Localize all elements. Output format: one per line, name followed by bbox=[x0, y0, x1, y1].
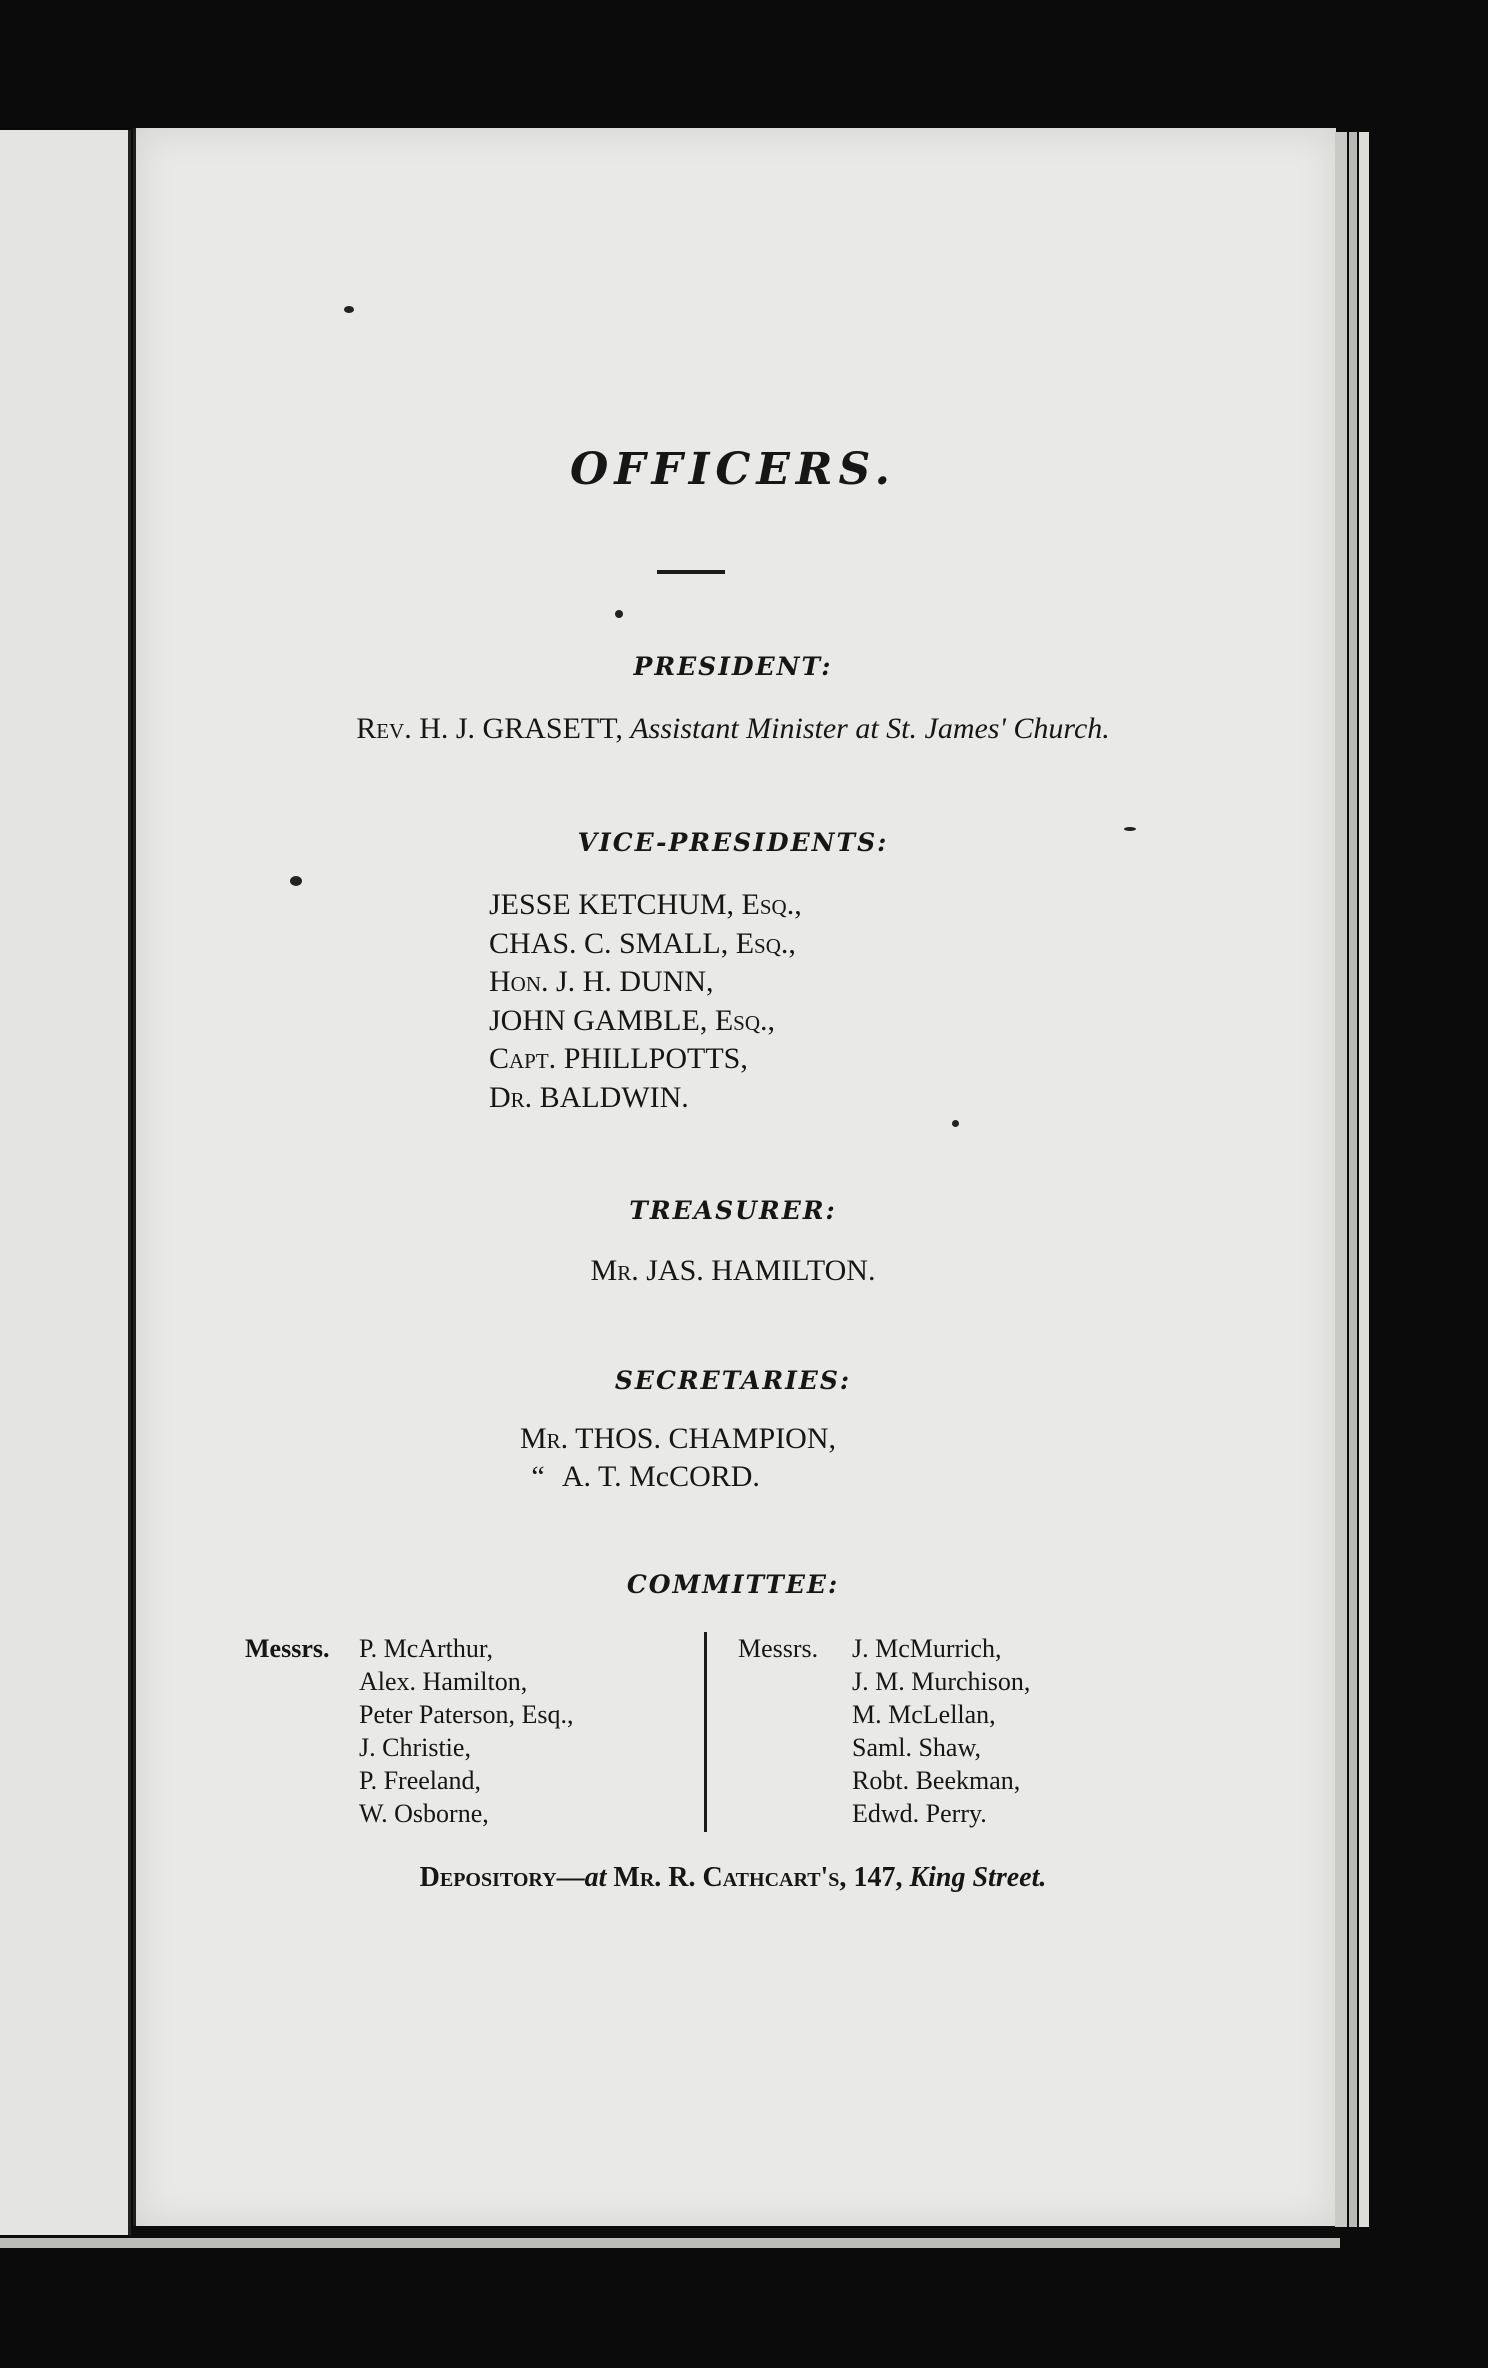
committee-prefix: Messrs. bbox=[738, 1634, 819, 1663]
committee-member: J. M. Murchison, bbox=[852, 1667, 1031, 1696]
president-role: Assistant Minister at St. James' Church. bbox=[630, 712, 1110, 745]
vice-president-item: Dr. BALDWIN. bbox=[489, 1080, 689, 1114]
committee-prefix: Messrs. bbox=[245, 1634, 330, 1663]
depository-line: Depository—at Mr. R. Cathcart's, 147, King Street. bbox=[419, 1862, 1047, 1893]
committee-member: M. McLellan, bbox=[852, 1700, 996, 1729]
committee-member: Alex. Hamilton, bbox=[359, 1667, 528, 1696]
president-prefix: Rev. bbox=[356, 712, 412, 745]
page-edge bbox=[1335, 132, 1347, 2227]
title-rule bbox=[657, 570, 725, 574]
committee-heading: COMMITTEE: bbox=[626, 1570, 840, 1599]
depository-label: Depository bbox=[419, 1862, 557, 1893]
president-heading: PRESIDENT: bbox=[633, 652, 833, 681]
committee-divider bbox=[704, 1632, 707, 1832]
committee-member: J. McMurrich, bbox=[852, 1634, 1002, 1663]
ink-speck bbox=[615, 610, 623, 618]
treasurer-prefix: Mr. bbox=[590, 1254, 639, 1287]
secretaries-heading: SECRETARIES: bbox=[614, 1366, 852, 1395]
ditto-mark: “ bbox=[531, 1460, 545, 1493]
secretaries-list bbox=[520, 1420, 836, 1496]
vice-president-item: CHAS. C. SMALL, Esq., bbox=[489, 926, 796, 960]
ink-speck bbox=[1124, 827, 1136, 831]
secretary-item: “ A. T. McCORD. bbox=[520, 1458, 836, 1496]
facing-page-edge bbox=[0, 130, 131, 2235]
treasurer-name: JAS. HAMILTON. bbox=[646, 1254, 876, 1287]
vice-president-item: JOHN GAMBLE, Esq., bbox=[489, 1003, 776, 1037]
page-bottom-edge bbox=[0, 2238, 1340, 2248]
committee-member: P. Freeland, bbox=[359, 1766, 482, 1795]
page-title: OFFICERS. bbox=[569, 444, 897, 495]
depository-street: King Street. bbox=[909, 1862, 1047, 1893]
committee-member: P. McArthur, bbox=[359, 1634, 494, 1663]
depository-name: R. Cathcart's, bbox=[668, 1862, 847, 1893]
page-edge bbox=[1359, 132, 1369, 2227]
committee-member: J. Christie, bbox=[359, 1733, 471, 1762]
vice-presidents-list bbox=[489, 886, 802, 1117]
secretary-item: Mr. THOS. CHAMPION, bbox=[520, 1422, 837, 1455]
treasurer-heading: TREASURER: bbox=[629, 1196, 837, 1225]
committee-member: W. Osborne, bbox=[359, 1799, 489, 1828]
ink-speck bbox=[952, 1120, 959, 1127]
ink-speck bbox=[290, 876, 302, 886]
treasurer-line bbox=[133, 1254, 1333, 1288]
document-page bbox=[133, 128, 1336, 2226]
committee-member: Peter Paterson, Esq., bbox=[359, 1700, 574, 1729]
vice-president-item: JESSE KETCHUM, Esq., bbox=[489, 888, 802, 921]
vice-presidents-heading: VICE-PRESIDENTS: bbox=[577, 828, 889, 857]
committee-member: Edwd. Perry. bbox=[852, 1799, 987, 1828]
vice-president-item: Hon. J. H. DUNN, bbox=[489, 965, 714, 998]
committee-member: Robt. Beekman, bbox=[852, 1766, 1021, 1795]
president-line bbox=[133, 712, 1333, 746]
ink-speck bbox=[344, 306, 354, 313]
president-name: H. J. GRASETT, bbox=[419, 712, 623, 745]
committee-member: Saml. Shaw, bbox=[852, 1733, 982, 1762]
vice-president-item: Capt. PHILLPOTTS, bbox=[489, 1042, 748, 1075]
page-edge bbox=[1349, 132, 1357, 2227]
